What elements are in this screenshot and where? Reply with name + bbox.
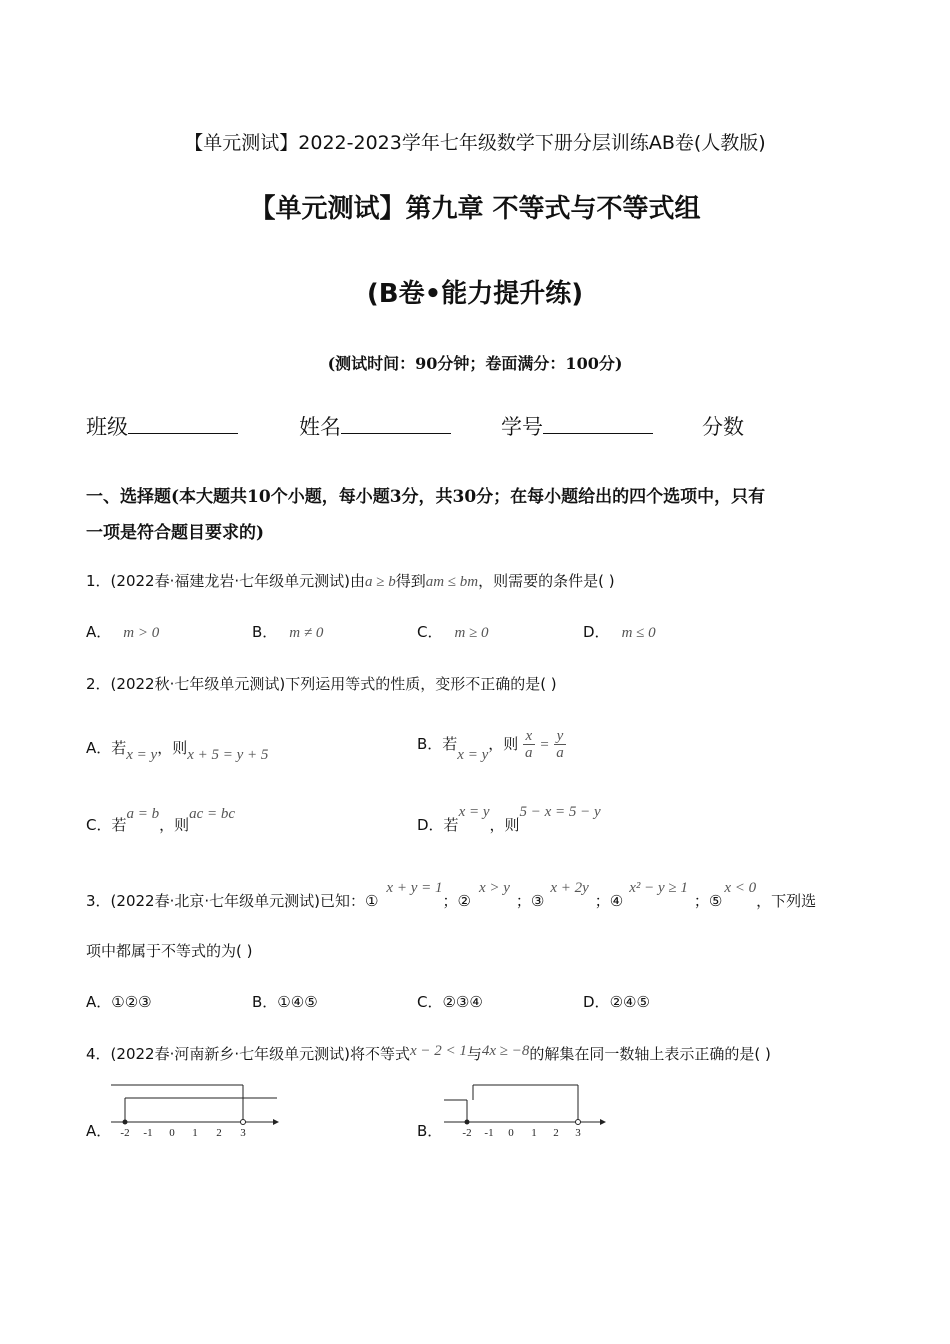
q4a-tick-label: -2 bbox=[120, 1127, 130, 1139]
q3-option-b[interactable]: B．①④⑤ bbox=[252, 993, 318, 1011]
class-blank[interactable] bbox=[128, 415, 238, 434]
id-blank[interactable] bbox=[543, 415, 653, 434]
class-field[interactable] bbox=[86, 411, 238, 441]
q4-option-a-label[interactable]: A． bbox=[86, 1122, 112, 1140]
id-label: 学号 bbox=[501, 415, 543, 439]
q4b-tick-label: 0 bbox=[508, 1127, 514, 1139]
q4b-tick-label: 2 bbox=[553, 1127, 559, 1139]
section-heading-line1: 一、选择题(本大题共10个小题，每小题3分，共30分；在每小题给出的四个选项中，只有 bbox=[86, 487, 766, 507]
q4-option-a-number-line[interactable] bbox=[105, 1080, 290, 1140]
id-field[interactable] bbox=[501, 411, 653, 441]
series-title: 【单元测试】2022-2023学年七年级数学下册分层训练AB卷(人教版) bbox=[184, 132, 766, 154]
q4a-tick-label: 0 bbox=[169, 1127, 175, 1139]
question-1-stem: 1．(2022春·福建龙岩·七年级单元测试)由a ≥ b得到am ≤ bm，则需要的条件是( ) bbox=[86, 572, 615, 590]
q4-option-b-label[interactable]: B． bbox=[417, 1122, 443, 1140]
q2-option-a[interactable]: A．若x = y，则x + 5 = y + 5 bbox=[86, 739, 269, 763]
q3-option-d[interactable]: D．②④⑤ bbox=[583, 993, 650, 1011]
q2-fraction-y-over-a: $\frac{y}{a}$ bbox=[556, 728, 564, 761]
section-heading-line2: 一项是符合题目要求的) bbox=[86, 523, 265, 543]
name-blank[interactable] bbox=[341, 415, 451, 434]
score-field bbox=[702, 411, 744, 441]
question-4-stem: 4．(2022春·河南新乡·七年级单元测试)将不等式x − 2 < 1与4x ≥ −8的解集在同一数轴上表示正确的是( ) bbox=[86, 1043, 771, 1063]
q1-option-d[interactable]: D． m ≤ 0 bbox=[583, 623, 656, 641]
score-label: 分数 bbox=[702, 415, 744, 439]
q2-option-c[interactable]: C．若a = b，则ac = bc bbox=[86, 806, 236, 834]
q4a-tick-label: -1 bbox=[143, 1127, 153, 1139]
q2-fraction-x-over-a: $\frac{x}{a}$ bbox=[525, 728, 533, 761]
class-label: 班级 bbox=[86, 415, 128, 439]
q4b-tick-label: -2 bbox=[462, 1127, 472, 1139]
chapter-title: 【单元测试】第九章 不等式与不等式组 bbox=[249, 194, 701, 224]
q1-math-2: am ≤ bm bbox=[425, 574, 479, 590]
q4b-tick-label: 3 bbox=[575, 1127, 581, 1139]
q3-option-c[interactable]: C．②③④ bbox=[417, 993, 483, 1011]
name-field[interactable] bbox=[299, 411, 451, 441]
q3-option-a[interactable]: A．①②③ bbox=[86, 993, 152, 1011]
volume-title: (B卷•能力提升练) bbox=[366, 279, 584, 309]
q4a-tick-label: 1 bbox=[192, 1127, 198, 1139]
q2-option-b[interactable]: B．若x = y，则 $\frac{x}{a}$ = $\frac{y}{a}$ bbox=[417, 728, 564, 763]
q1-option-c[interactable]: C． m ≥ 0 bbox=[417, 623, 489, 641]
question-3-line2: 项中都属于不等式的为( ) bbox=[86, 942, 253, 960]
test-info: (测试时间：90分钟；卷面满分：100分) bbox=[327, 354, 623, 373]
question-2-stem: 2．(2022秋·七年级单元测试)下列运用等式的性质，变形不正确的是( ) bbox=[86, 675, 557, 693]
q2-option-d[interactable]: D．若x = y，则5 − x = 5 − y bbox=[417, 804, 601, 834]
q4a-tick-label: 2 bbox=[216, 1127, 222, 1139]
q1-math-1: a ≥ b bbox=[364, 574, 396, 590]
q4b-tick-label: -1 bbox=[484, 1127, 494, 1139]
q1-option-a[interactable]: A． m > 0 bbox=[86, 623, 160, 641]
q4b-tick-label: 1 bbox=[531, 1127, 537, 1139]
question-3-stem: 3．(2022春·北京·七年级单元测试)已知：①x + y = 1；②x > y；③x + 2y；④x² − y ≥ 1；⑤x < 0，下列选 bbox=[86, 880, 817, 910]
q4a-tick-label: 3 bbox=[240, 1127, 246, 1139]
name-label: 姓名 bbox=[299, 415, 341, 439]
q4-option-b-number-line[interactable] bbox=[438, 1080, 613, 1140]
q1-option-b[interactable]: B． m ≠ 0 bbox=[252, 623, 324, 641]
